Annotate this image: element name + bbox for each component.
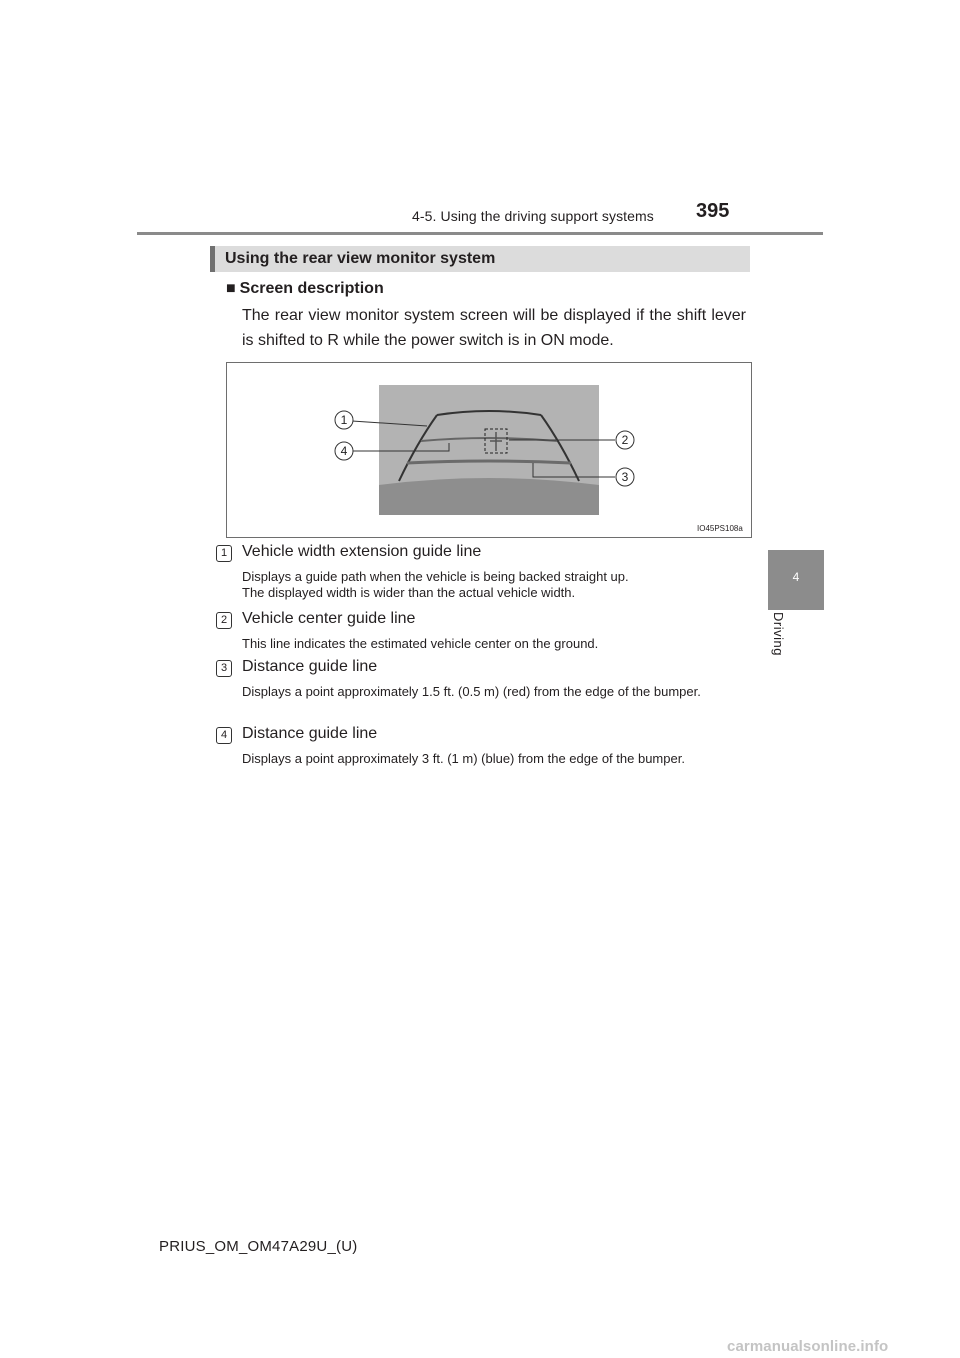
item-description: This line indicates the estimated vehicle center on the ground. [242,636,599,651]
item-description-line: Displays a guide path when the vehicle is being backed straight up. [242,569,629,584]
item-title: Vehicle width extension guide line [242,543,482,560]
rear-view-monitor-figure [226,362,752,538]
callout-2: 2 [621,433,629,447]
item-title: Vehicle center guide line [242,610,416,627]
item-number-badge: 1 [216,545,232,562]
section-heading [210,246,750,272]
callout-4: 4 [340,444,348,458]
square-bullet-icon: ■ [226,280,236,297]
footer-code: PRIUS_OM_OM47A29U_(U) [159,1238,358,1255]
callout-3: 3 [621,470,629,484]
chapter-number: 4 [792,570,800,584]
header-section-title: 4-5. Using the driving support systems [412,208,654,224]
section-heading-bar [210,246,215,272]
page-number: 395 [696,200,730,222]
item-description: Displays a point approximately 1.5 ft. (0.5 m) (red) from the edge of the bumper. [242,684,701,699]
header-rule [137,232,823,235]
figure-code: IO45PS108a [697,524,743,533]
item-title: Distance guide line [242,725,378,742]
subheading-text: Screen description [239,280,384,297]
watermark: carmanualsonline.info [727,1338,889,1355]
item-description: Displays a point approximately 3 ft. (1 m) (blue) from the edge of the bumper. [242,751,685,766]
item-number-badge: 2 [216,612,232,629]
intro-paragraph: The rear view monitor system screen will be displayed if the shift lever is shifted to R while the power switch is in ON mode. [242,307,746,349]
item-number-badge: 3 [216,660,232,677]
item-description-line: The displayed width is wider than the actual vehicle width. [242,585,576,600]
bumper-area [379,478,599,515]
callout-1: 1 [340,413,348,427]
rear-view-illustration [227,363,751,537]
chapter-tab [768,550,824,610]
subheading [226,280,384,298]
item-number-badge: 4 [216,727,232,744]
item-title: Distance guide line [242,658,378,675]
chapter-label: Driving [771,612,786,656]
item-description [242,569,746,601]
section-heading-text: Using the rear view monitor system [225,250,496,267]
